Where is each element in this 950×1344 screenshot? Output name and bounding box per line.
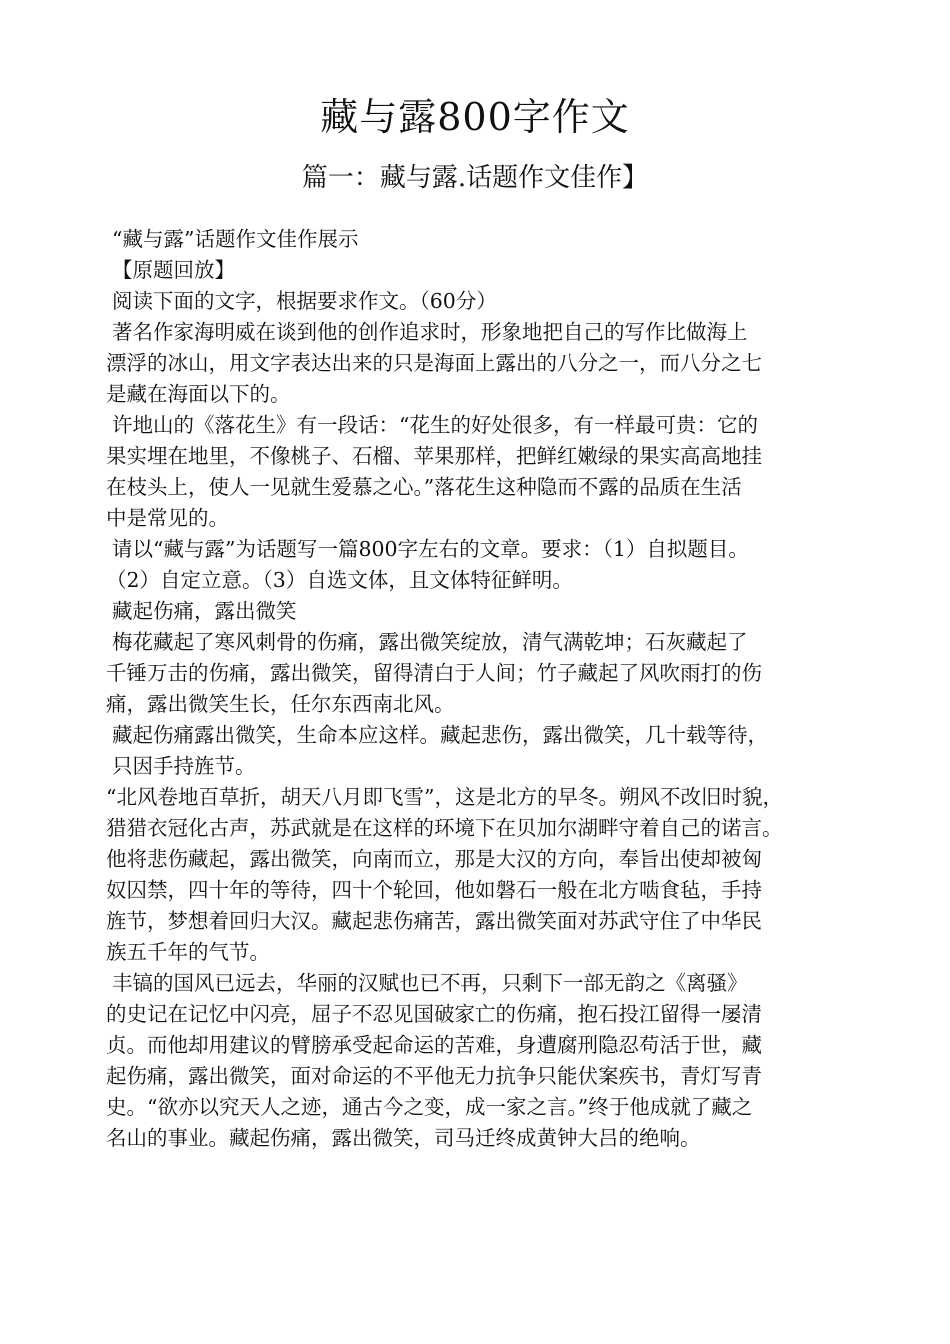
text-line: “北风卷地百草折，胡天八月即飞雪”，这是北方的早冬。朔风不改旧时貌，	[106, 785, 783, 809]
text-line: 奴囚禁，四十年的等待，四十个轮回，他如磐石一般在北方啮食毡，手持	[106, 878, 762, 902]
text-line: 阅读下面的文字，根据要求作文。（60分）	[112, 289, 497, 313]
text-line: 请以“藏与露”为话题写一篇800字左右的文章。要求：（1）自拟题目。	[112, 537, 749, 561]
text-line: 藏起伤痛，露出微笑	[112, 599, 297, 623]
text-line: 漂浮的冰山，用文字表达出来的只是海面上露出的八分之一，而八分之七	[106, 351, 762, 375]
text-line: 只因手持旌节。	[112, 754, 256, 778]
text-line: 千锤万击的伤痛，露出微笑，留得清白于人间；竹子藏起了风吹雨打的伤	[106, 661, 762, 685]
document-subtitle: 篇一：藏与露.话题作文佳作】	[301, 163, 649, 193]
text-line: 是藏在海面以下的。	[106, 382, 291, 406]
text-line: 贞。而他却用建议的臂膀承受起命运的苦难，身遭腐刑隐忍苟活于世，藏	[106, 1033, 762, 1057]
text-line: “藏与露”话题作文佳作展示	[112, 227, 359, 251]
text-line: 的史记在记忆中闪亮，屈子不忍见国破家亡的伤痛，抱石投江留得一屡清	[106, 1002, 762, 1026]
text-line: 著名作家海明威在谈到他的创作追求时，形象地把自己的写作比做海上	[112, 320, 748, 344]
text-line: 名山的事业。藏起伤痛，露出微笑，司马迁终成黄钟大吕的绝响。	[106, 1126, 701, 1150]
text-line: 【原题回放】	[112, 258, 235, 282]
text-line: 在枝头上，使人一见就生爱慕之心。”落花生这种隐而不露的品质在生活	[106, 475, 742, 499]
text-line: 许地山的《落花生》有一段话：“花生的好处很多，有一样最可贵：它的	[112, 413, 758, 437]
text-line: 族五千年的气节。	[106, 940, 270, 964]
document-title: 藏与露800字作文	[320, 95, 630, 139]
text-line: 梅花藏起了寒风刺骨的伤痛，露出微笑绽放，清气满乾坤；石灰藏起了	[112, 630, 748, 654]
text-line: （2）自定立意。（3）自选文体，且文体特征鲜明。	[106, 568, 573, 592]
text-line: 果实埋在地里，不像桃子、石榴、苹果那样，把鲜红嫩绿的果实高高地挂	[106, 444, 762, 468]
text-line: 他将悲伤藏起，露出微笑，向南而立，那是大汉的方向，奉旨出使却被匈	[106, 847, 762, 871]
text-line: 起伤痛，露出微笑，面对命运的不平他无力抗争只能伏案疾书，青灯写青	[106, 1064, 762, 1088]
text-line: 痛，露出微笑生长，任尔东西南北风。	[106, 692, 455, 716]
text-line: 中是常见的。	[106, 506, 229, 530]
text-line: 丰镐的国风已远去，华丽的汉赋也已不再，只剩下一部无韵之《离骚》	[112, 971, 748, 995]
document-body	[106, 224, 866, 1154]
text-line: 旌节，梦想着回归大汉。藏起悲伤痛苦，露出微笑面对苏武守住了中华民	[106, 909, 762, 933]
text-line: 史。“欲亦以究天人之迹，通古今之变，成一家之言。”终于他成就了藏之	[106, 1095, 753, 1119]
text-line: 猎猎衣冠化古声，苏武就是在这样的环境下在贝加尔湖畔守着自己的诺言。	[106, 816, 783, 840]
text-line: 藏起伤痛露出微笑，生命本应这样。藏起悲伤，露出微笑，几十载等待，	[112, 723, 768, 747]
